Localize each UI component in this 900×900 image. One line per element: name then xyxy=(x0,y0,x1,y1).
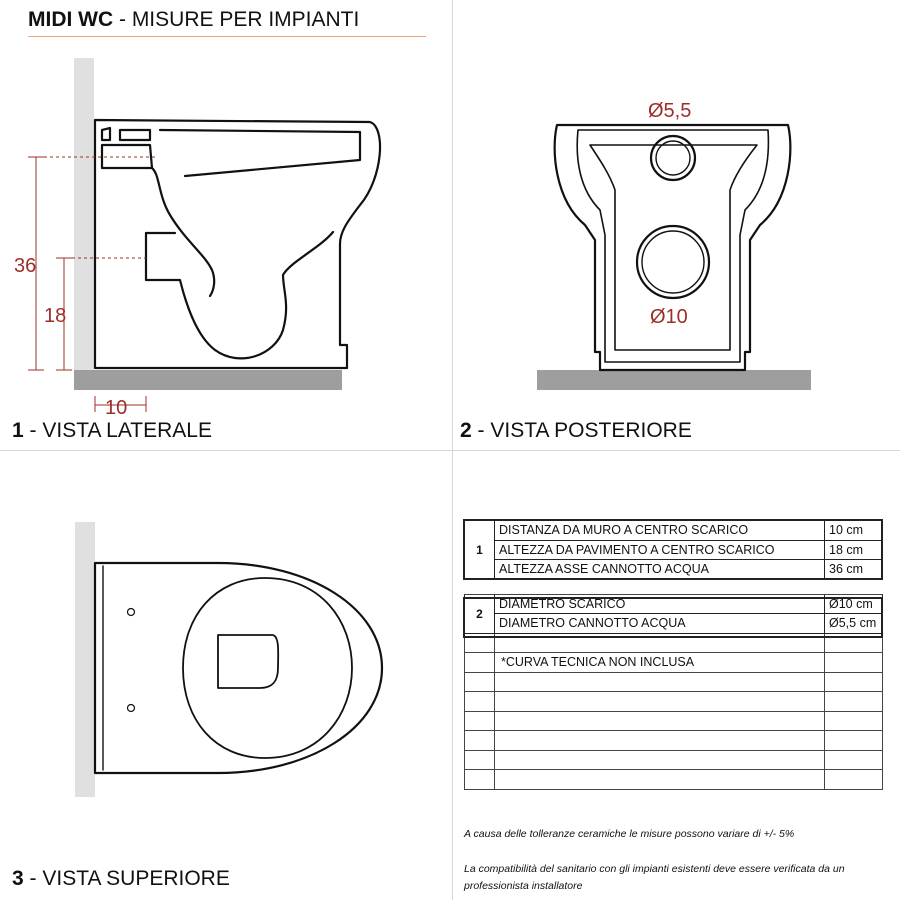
row-value: Ø10 cm xyxy=(825,594,883,614)
table-row xyxy=(465,633,883,653)
table-row xyxy=(465,692,883,712)
view-number: 3 xyxy=(12,867,24,890)
table-row xyxy=(465,521,883,541)
tolerance-note: A causa delle tolleranze ceramiche le misure possono variare di +/- 5% xyxy=(464,828,795,840)
row-label: ALTEZZA ASSE CANNOTTO ACQUA xyxy=(495,560,825,580)
side-view-rim-line xyxy=(160,130,360,176)
dim-inlet-diameter: Ø5,5 xyxy=(648,100,692,122)
view-number: 2 xyxy=(460,419,472,442)
row-value: 36 cm xyxy=(825,560,883,580)
row-value: 18 cm xyxy=(825,540,883,560)
view-label-lateral xyxy=(12,419,212,443)
table-row xyxy=(465,672,883,692)
side-view-floor xyxy=(74,370,342,390)
spec-group-1 xyxy=(465,521,883,580)
top-view-bowl-rim xyxy=(183,578,352,758)
row-label: ALTEZZA DA PAVIMENTO A CENTRO SCARICO xyxy=(495,540,825,560)
side-view-drawing xyxy=(74,58,380,390)
rear-view-body-outline xyxy=(555,125,791,370)
rear-view-drain-hole xyxy=(637,226,709,298)
table-row xyxy=(465,731,883,751)
row-label: DIAMETRO SCARICO xyxy=(495,594,825,614)
table-row xyxy=(465,750,883,770)
side-view-top-detail xyxy=(102,128,110,140)
top-view-body-outline xyxy=(95,563,382,773)
view-name: - VISTA SUPERIORE xyxy=(23,867,230,890)
view-name: - VISTA POSTERIORE xyxy=(471,419,692,442)
top-view-bowl-opening xyxy=(218,635,278,688)
table-row xyxy=(465,560,883,580)
dim-height-inlet: 36 xyxy=(14,255,37,277)
table-gap-row xyxy=(465,579,883,594)
top-view-fixing-hole xyxy=(128,705,135,712)
table-row xyxy=(465,594,883,614)
side-view-top-detail xyxy=(120,130,150,140)
view-name: - VISTA LATERALE xyxy=(23,419,212,442)
table-row xyxy=(465,770,883,790)
rear-view-floor xyxy=(537,370,811,390)
row-value: 10 cm xyxy=(825,521,883,541)
dim-height-drain: 18 xyxy=(44,305,67,327)
row-value: Ø5,5 cm xyxy=(825,614,883,634)
table-row xyxy=(465,614,883,634)
row-label: DIAMETRO CANNOTTO ACQUA xyxy=(495,614,825,634)
side-view-inlet-channel xyxy=(102,145,152,168)
spec-group-2 xyxy=(465,594,883,633)
compatibility-note: La compatibilità del sanitario con gli impianti esistenti deve essere verificata da un professionista installatore xyxy=(464,863,845,892)
title-product: MIDI WC xyxy=(28,8,114,31)
group-number: 2 xyxy=(465,594,495,633)
view-label-superior xyxy=(12,867,230,891)
dim-drain-diameter: Ø10 xyxy=(650,306,688,328)
top-view-wall xyxy=(75,522,95,797)
dim-wall-distance: 10 xyxy=(105,397,128,419)
rear-view-drawing xyxy=(537,125,811,390)
rear-view-drain-hole-inner xyxy=(642,231,704,293)
group-number: 1 xyxy=(465,521,495,580)
rear-view-inlet-hole xyxy=(651,136,695,180)
table-row xyxy=(465,540,883,560)
table-row xyxy=(465,711,883,731)
top-view-drawing xyxy=(75,522,382,797)
row-label: DISTANZA DA MURO A CENTRO SCARICO xyxy=(495,521,825,541)
view-number: 1 xyxy=(12,419,24,442)
side-view-wall xyxy=(74,58,94,370)
top-view-fixing-hole xyxy=(128,609,135,616)
table-row xyxy=(465,653,883,673)
rear-view-inlet-hole-inner xyxy=(656,141,690,175)
view-label-posterior xyxy=(460,419,692,443)
side-view-trap-outline xyxy=(146,232,333,358)
table-note-row: *CURVA TECNICA NON INCLUSA xyxy=(495,653,825,673)
title-subtitle: - MISURE PER IMPIANTI xyxy=(113,8,360,31)
side-view-body-outline xyxy=(95,120,380,368)
spec-table xyxy=(464,520,883,790)
